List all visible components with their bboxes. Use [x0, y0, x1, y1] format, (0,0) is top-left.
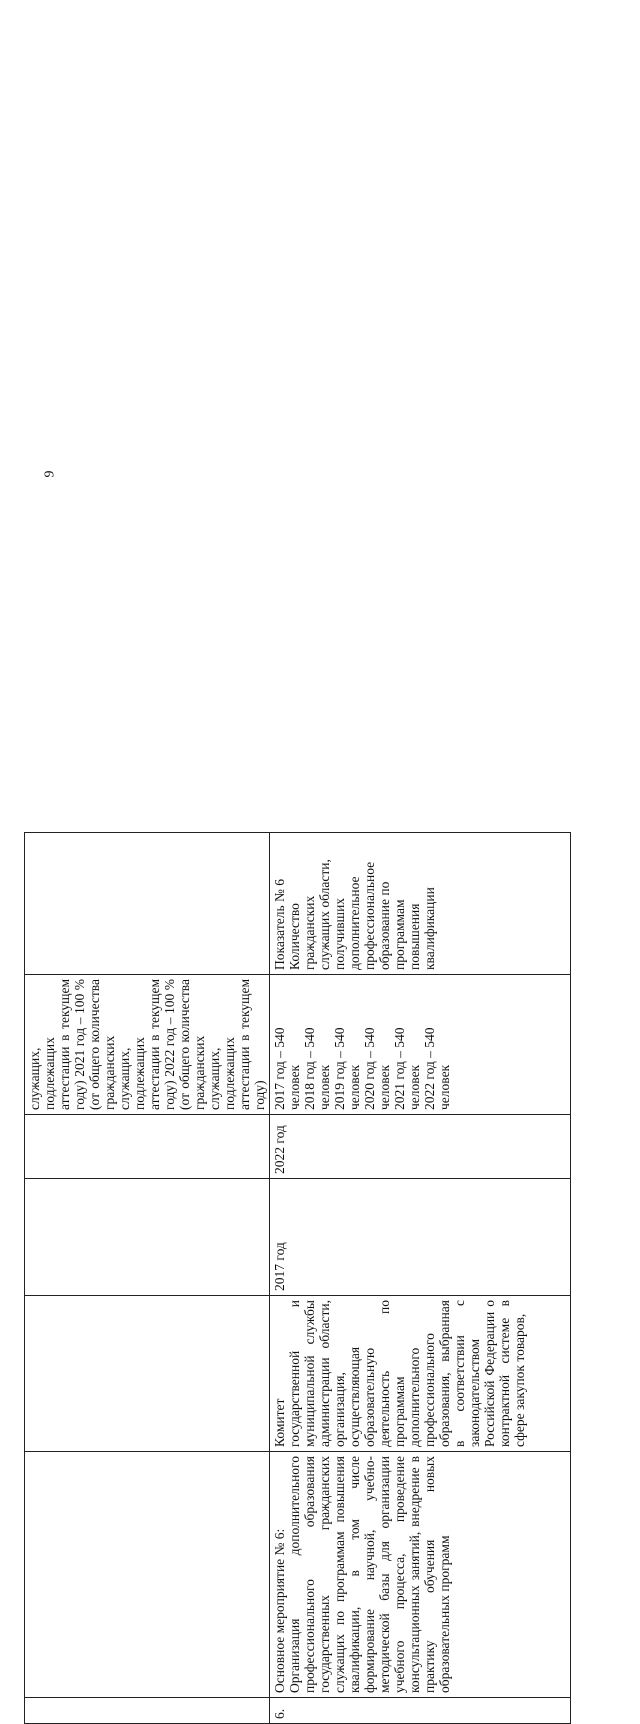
value-line: 2022 год – 540 человек — [422, 1027, 452, 1110]
prev-event-cell — [25, 1452, 270, 1698]
prev-number-cell — [25, 1698, 270, 1724]
prev-indicator-cell — [25, 833, 270, 975]
executor-cell: Комитет государственной и муниципальной службы администрации области, организация, осуществляющая образовательную деятельность по программам дополнительного профессионального образования, выбранная в соответствии с законодательством Российской Федерации о контрактной системе в сфере закупок товаров, — [270, 1296, 571, 1452]
page-number: 9 — [42, 470, 58, 478]
prev-values-cell: служащих, подлежащих аттестации в текущем году) 2021 год – 100 % (от общего количества гражданских служащих, подлежащих аттестации в текущем году) 2022 год – 100 % (от общего количества гражданских служащих, подлежащих аттестации в текущем году) — [25, 975, 270, 1115]
prev-end-cell — [25, 1115, 270, 1179]
program-table — [24, 832, 571, 1724]
event-title: Основное мероприятие № 6: — [272, 1528, 287, 1693]
end-year-cell: 2022 год — [270, 1115, 571, 1179]
value-line: 2021 год – 540 человек — [392, 1027, 422, 1110]
prev-executor-cell — [25, 1296, 270, 1452]
table-row-previous — [25, 833, 270, 1724]
table-row-6 — [270, 833, 571, 1724]
values-cell — [270, 975, 571, 1115]
start-year-cell: 2017 год — [270, 1179, 571, 1296]
prev-start-cell — [25, 1179, 270, 1296]
program-table-rotated — [24, 859, 571, 1724]
event-text: Организация дополнительного профессионального образования государственных гражданских служащих по программам повышения квалификации, в том числе формирование научной, учебно-методической базы для организации учебного процесса, проведение консультационных занятий, внедрение в практику обучения новых образовательных программ — [287, 1456, 452, 1693]
value-line: 2018 год – 540 человек — [302, 1027, 332, 1110]
value-line: 2017 год – 540 человек — [272, 1027, 302, 1110]
value-line: 2020 год – 540 человек — [362, 1027, 392, 1110]
row-number: 6. — [270, 1698, 571, 1724]
event-cell — [270, 1452, 571, 1698]
value-line: 2019 год – 540 человек — [332, 1027, 362, 1110]
indicator-cell: Показатель № 6 Количество гражданских служащих области, получивших дополнительное профессиональное образование по программам повышения квалификации — [270, 833, 571, 975]
